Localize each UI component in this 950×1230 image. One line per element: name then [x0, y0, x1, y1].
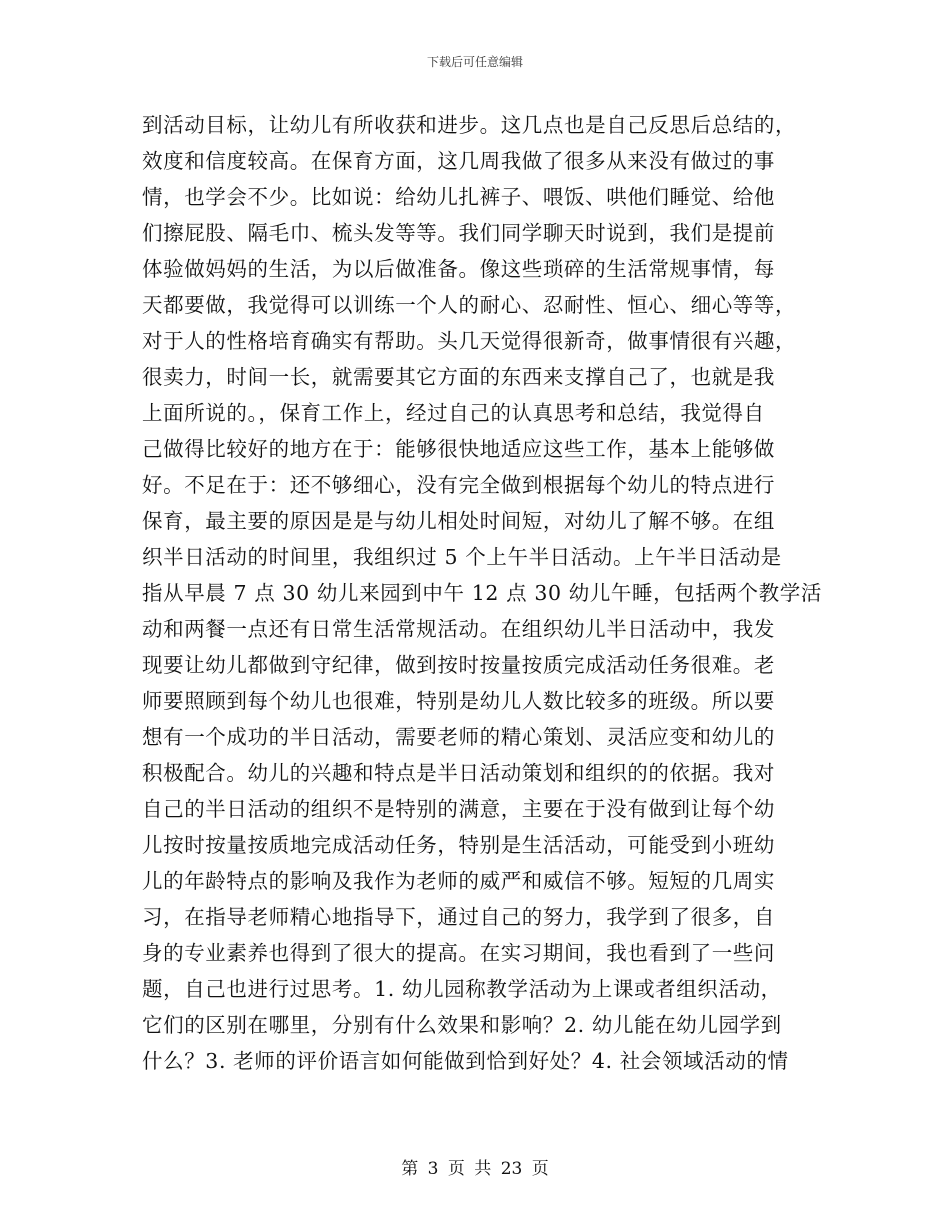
text-line: 到活动目标，让幼儿有所收获和进步。这几点也是自己反思后总结的，	[142, 113, 797, 137]
text-line: 效度和信度较高。在保育方面，这几周我做了很多从来没有做过的事	[142, 149, 775, 173]
text-line: 情，也学会不少。比如说：给幼儿扎裤子、喂饭、哄他们睡觉、给他	[142, 185, 775, 209]
text-line: 织半日活动的时间里，我组织过 5 个上午半日活动。上午半日活动是	[142, 545, 782, 569]
page-header-note: 下载后可任意编辑	[426, 55, 523, 69]
text-line: 很卖力，时间一长，就需要其它方面的东西来支撑自己了，也就是我	[142, 365, 775, 389]
page-number: 第 3 页 共 23 页	[401, 1159, 549, 1179]
text-line: 己做得比较好的地方在于：能够很快地适应这些工作，基本上能够做	[142, 437, 775, 461]
text-line: 们擦屁股、隔毛巾、梳头发等等。我们同学聊天时说到，我们是提前	[142, 221, 775, 245]
text-line: 积极配合。幼儿的兴趣和特点是半日活动策划和组织的的依据。我对	[142, 761, 775, 785]
text-line: 习，在指导老师精心地指导下，通过自己的努力，我学到了很多，自	[142, 905, 775, 929]
text-line: 身的专业素养也得到了很大的提高。在实习期间，我也看到了一些问	[142, 941, 775, 965]
text-line: 什么？3. 老师的评价语言如何能做到恰到好处？4. 社会领域活动的情	[142, 1049, 789, 1073]
text-line: 保育，最主要的原因是是与幼儿相处时间短，对幼儿了解不够。在组	[142, 509, 775, 533]
text-line: 儿的年龄特点的影响及我作为老师的威严和威信不够。短短的几周实	[142, 869, 775, 893]
text-line: 指从早晨 7 点 30 幼儿来园到中午 12 点 30 幼儿午睡，包括两个教学活	[142, 581, 822, 605]
text-line: 题，自己也进行过思考。1. 幼儿园称教学活动为上课或者组织活动，	[142, 977, 782, 1001]
text-line: 师要照顾到每个幼儿也很难，特别是幼儿人数比较多的班级。所以要	[142, 689, 775, 713]
text-line: 天都要做，我觉得可以训练一个人的耐心、忍耐性、恒心、细心等等，	[142, 293, 797, 317]
text-line: 上面所说的。，保育工作上，经过自己的认真思考和总结，我觉得自	[142, 401, 765, 425]
text-line: 好。不足在于：还不够细心，没有完全做到根据每个幼儿的特点进行	[142, 473, 775, 497]
text-line: 对于人的性格培育确实有帮助。头几天觉得很新奇，做事情很有兴趣，	[142, 329, 797, 353]
text-line: 想有一个成功的半日活动，需要老师的精心策划、灵活应变和幼儿的	[142, 725, 775, 749]
text-line: 体验做妈妈的生活，为以后做准备。像这些琐碎的生活常规事情，每	[142, 257, 775, 281]
text-line: 自己的半日活动的组织不是特别的满意，主要在于没有做到让每个幼	[142, 797, 775, 821]
text-line: 它们的区别在哪里，分别有什么效果和影响？2. 幼儿能在幼儿园学到	[142, 1013, 782, 1037]
text-line: 动和两餐一点还有日常生活常规活动。在组织幼儿半日活动中，我发	[142, 617, 775, 641]
body-text	[142, 107, 822, 1079]
text-line: 现要让幼儿都做到守纪律，做到按时按量按质完成活动任务很难。老	[142, 653, 775, 677]
text-line: 儿按时按量按质地完成活动任务，特别是生活活动，可能受到小班幼	[142, 833, 775, 857]
